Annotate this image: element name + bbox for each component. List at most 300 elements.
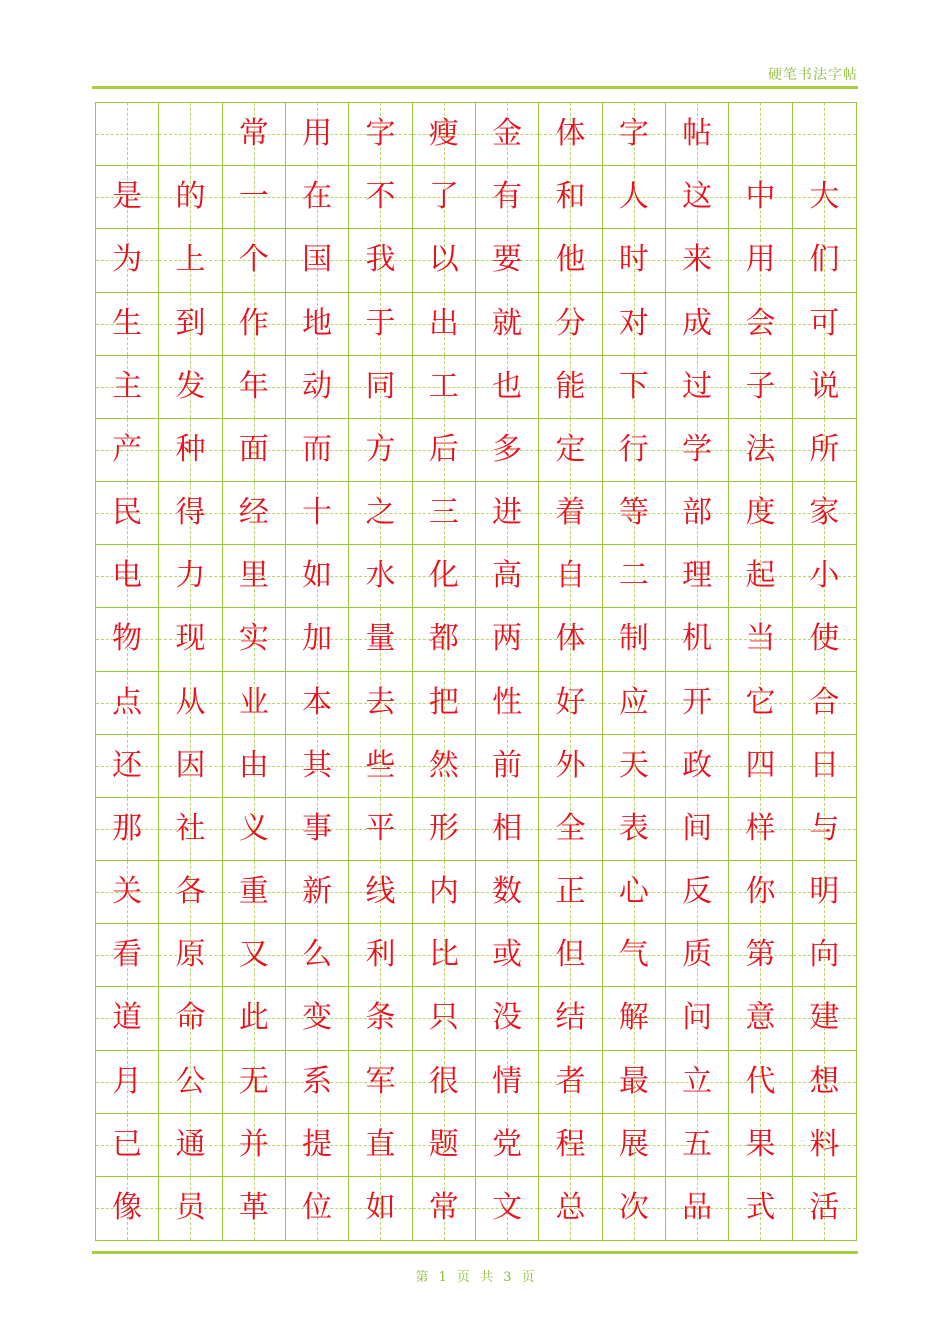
grid-cell xyxy=(286,672,349,735)
practice-character: 所 xyxy=(809,431,840,467)
practice-character: 由 xyxy=(238,747,269,783)
practice-character: 小 xyxy=(809,558,840,594)
grid-cell xyxy=(539,166,602,229)
grid-cell xyxy=(539,419,602,482)
practice-character: 意 xyxy=(745,1000,776,1036)
practice-character: 和 xyxy=(555,179,586,215)
grid-cell xyxy=(793,419,856,482)
practice-character: 民 xyxy=(112,495,143,531)
grid-cell xyxy=(159,987,222,1050)
practice-character: 义 xyxy=(238,810,269,846)
grid-cell xyxy=(793,545,856,608)
grid-cell xyxy=(476,166,539,229)
practice-character: 情 xyxy=(492,1063,523,1099)
practice-character: 直 xyxy=(365,1126,396,1162)
grid-cell xyxy=(729,987,792,1050)
grid-cell xyxy=(666,1114,729,1177)
page-unit: 页 xyxy=(456,1270,470,1285)
practice-character: 它 xyxy=(745,684,776,720)
practice-character: 题 xyxy=(428,1126,459,1162)
practice-character: 公 xyxy=(175,1063,206,1099)
grid-cell xyxy=(286,482,349,545)
grid-cell xyxy=(666,735,729,798)
grid-cell xyxy=(476,229,539,292)
grid-cell xyxy=(539,672,602,735)
grid-cell xyxy=(603,1177,666,1240)
practice-character: 去 xyxy=(365,684,396,720)
practice-character: 主 xyxy=(112,368,143,404)
grid-cell xyxy=(413,1177,476,1240)
practice-character: 像 xyxy=(112,1190,143,1226)
grid-cell xyxy=(539,356,602,419)
grid-cell xyxy=(793,356,856,419)
grid-cell xyxy=(793,482,856,545)
practice-character: 间 xyxy=(682,810,713,846)
practice-character: 种 xyxy=(175,431,206,467)
header-divider xyxy=(92,86,858,89)
practice-character: 业 xyxy=(238,684,269,720)
practice-character: 都 xyxy=(428,621,459,657)
grid-cell xyxy=(729,798,792,861)
grid-cell xyxy=(729,103,792,166)
practice-character: 后 xyxy=(428,431,459,467)
practice-character: 党 xyxy=(492,1126,523,1162)
grid-cell xyxy=(539,1051,602,1114)
grid-cell xyxy=(159,1177,222,1240)
practice-character: 质 xyxy=(682,937,713,973)
grid-cell xyxy=(729,482,792,545)
grid-cell xyxy=(603,987,666,1050)
practice-character: 进 xyxy=(492,495,523,531)
practice-character: 向 xyxy=(809,937,840,973)
practice-character: 本 xyxy=(302,684,333,720)
grid-cell xyxy=(413,419,476,482)
page-indicator xyxy=(0,1266,950,1285)
grid-cell xyxy=(413,1114,476,1177)
practice-character: 不 xyxy=(365,179,396,215)
practice-character: 没 xyxy=(492,1000,523,1036)
practice-character: 如 xyxy=(365,1190,396,1226)
practice-grid xyxy=(95,102,857,1241)
practice-character: 内 xyxy=(428,874,459,910)
grid-cell xyxy=(729,356,792,419)
grid-cell xyxy=(286,1177,349,1240)
grid-cell xyxy=(223,861,286,924)
practice-character: 制 xyxy=(618,621,649,657)
practice-character: 理 xyxy=(682,558,713,594)
grid-cell xyxy=(223,1177,286,1240)
practice-character: 从 xyxy=(175,684,206,720)
grid-cell xyxy=(539,545,602,608)
practice-character: 性 xyxy=(492,684,523,720)
grid-cell xyxy=(96,545,159,608)
practice-character: 道 xyxy=(112,1000,143,1036)
practice-character: 动 xyxy=(302,368,333,404)
grid-cell xyxy=(223,166,286,229)
grid-cell xyxy=(159,1114,222,1177)
practice-character: 年 xyxy=(238,368,269,404)
grid-cell xyxy=(603,166,666,229)
grid-cell xyxy=(476,103,539,166)
grid-cell xyxy=(793,1177,856,1240)
grid-cell xyxy=(223,229,286,292)
grid-cell xyxy=(223,608,286,671)
grid-cell xyxy=(793,735,856,798)
grid-cell xyxy=(666,987,729,1050)
practice-character: 常 xyxy=(238,116,269,152)
grid-cell xyxy=(223,672,286,735)
grid-cell xyxy=(539,798,602,861)
practice-character: 员 xyxy=(175,1190,206,1226)
practice-character: 分 xyxy=(555,305,586,341)
practice-character: 量 xyxy=(365,621,396,657)
practice-character: 条 xyxy=(365,1000,396,1036)
grid-cell xyxy=(793,293,856,356)
practice-character: 然 xyxy=(428,747,459,783)
grid-cell xyxy=(286,924,349,987)
grid-cell xyxy=(603,672,666,735)
grid-cell xyxy=(539,229,602,292)
practice-character: 看 xyxy=(112,937,143,973)
grid-cell xyxy=(729,419,792,482)
grid-cell xyxy=(159,798,222,861)
practice-character: 通 xyxy=(175,1126,206,1162)
grid-cell xyxy=(413,356,476,419)
practice-character: 他 xyxy=(555,242,586,278)
practice-character: 生 xyxy=(112,305,143,341)
practice-character: 子 xyxy=(745,368,776,404)
practice-character: 也 xyxy=(492,368,523,404)
practice-character: 我 xyxy=(365,242,396,278)
practice-character: 想 xyxy=(809,1063,840,1099)
practice-character: 以 xyxy=(428,242,459,278)
practice-character: 为 xyxy=(112,242,143,278)
practice-character: 社 xyxy=(175,810,206,846)
practice-character: 反 xyxy=(682,874,713,910)
practice-character: 体 xyxy=(555,116,586,152)
grid-cell xyxy=(793,1051,856,1114)
practice-character: 事 xyxy=(302,810,333,846)
grid-cell xyxy=(476,482,539,545)
practice-character: 使 xyxy=(809,621,840,657)
practice-character: 现 xyxy=(175,621,206,657)
grid-cell xyxy=(223,545,286,608)
practice-character: 天 xyxy=(618,747,649,783)
grid-cell xyxy=(603,735,666,798)
grid-cell xyxy=(159,356,222,419)
practice-character: 学 xyxy=(682,431,713,467)
practice-character: 或 xyxy=(492,937,523,973)
practice-character: 又 xyxy=(238,937,269,973)
grid-cell xyxy=(539,103,602,166)
grid-cell xyxy=(349,356,412,419)
practice-character: 很 xyxy=(428,1063,459,1099)
practice-character: 时 xyxy=(618,242,649,278)
grid-cell xyxy=(96,103,159,166)
practice-character: 高 xyxy=(492,558,523,594)
practice-character: 式 xyxy=(745,1190,776,1226)
grid-cell xyxy=(793,987,856,1050)
grid-cell xyxy=(666,356,729,419)
grid-cell xyxy=(96,608,159,671)
grid-cell xyxy=(159,861,222,924)
practice-character: 同 xyxy=(365,368,396,404)
practice-character: 可 xyxy=(809,305,840,341)
practice-character: 只 xyxy=(428,1000,459,1036)
grid-cell xyxy=(603,924,666,987)
practice-character: 之 xyxy=(365,495,396,531)
practice-character: 文 xyxy=(492,1190,523,1226)
practice-character: 好 xyxy=(555,684,586,720)
grid-cell xyxy=(223,1114,286,1177)
total-prefix: 共 xyxy=(480,1270,494,1285)
practice-character: 大 xyxy=(809,179,840,215)
practice-character: 体 xyxy=(555,621,586,657)
grid-cell xyxy=(793,924,856,987)
practice-character: 过 xyxy=(682,368,713,404)
grid-cell xyxy=(413,1051,476,1114)
practice-character: 会 xyxy=(745,305,776,341)
grid-cell xyxy=(286,987,349,1050)
practice-character: 瘦 xyxy=(428,116,459,152)
practice-character: 开 xyxy=(682,684,713,720)
grid-cell xyxy=(286,103,349,166)
grid-cell xyxy=(223,293,286,356)
grid-cell xyxy=(349,798,412,861)
practice-character: 们 xyxy=(809,242,840,278)
practice-character: 你 xyxy=(745,874,776,910)
practice-character: 电 xyxy=(112,558,143,594)
practice-character: 最 xyxy=(618,1063,649,1099)
grid-cell xyxy=(286,1114,349,1177)
grid-cell xyxy=(349,419,412,482)
practice-character: 化 xyxy=(428,558,459,594)
grid-cell xyxy=(729,1177,792,1240)
practice-character: 如 xyxy=(302,558,333,594)
practice-character: 二 xyxy=(618,558,649,594)
grid-cell xyxy=(603,103,666,166)
practice-character: 平 xyxy=(365,810,396,846)
practice-character: 常 xyxy=(428,1190,459,1226)
grid-cell xyxy=(96,293,159,356)
practice-character: 得 xyxy=(175,495,206,531)
practice-character: 里 xyxy=(238,558,269,594)
practice-character: 水 xyxy=(365,558,396,594)
grid-cell xyxy=(666,1051,729,1114)
grid-cell xyxy=(729,1051,792,1114)
practice-character: 金 xyxy=(492,116,523,152)
grid-cell xyxy=(603,608,666,671)
practice-character: 明 xyxy=(809,874,840,910)
grid-cell xyxy=(96,1114,159,1177)
grid-cell xyxy=(223,924,286,987)
practice-character: 地 xyxy=(302,305,333,341)
grid-cell xyxy=(476,293,539,356)
grid-cell xyxy=(286,293,349,356)
practice-character: 比 xyxy=(428,937,459,973)
practice-character: 原 xyxy=(175,937,206,973)
practice-character: 字 xyxy=(365,116,396,152)
grid-cell xyxy=(413,987,476,1050)
grid-cell xyxy=(729,672,792,735)
grid-cell xyxy=(349,229,412,292)
practice-character: 程 xyxy=(555,1126,586,1162)
practice-character: 已 xyxy=(112,1126,143,1162)
grid-cell xyxy=(603,545,666,608)
practice-character: 在 xyxy=(302,179,333,215)
practice-character: 而 xyxy=(302,431,333,467)
grid-cell xyxy=(159,166,222,229)
grid-cell xyxy=(286,735,349,798)
grid-cell xyxy=(349,608,412,671)
practice-character: 次 xyxy=(618,1190,649,1226)
practice-character: 解 xyxy=(618,1000,649,1036)
practice-character: 机 xyxy=(682,621,713,657)
grid-cell xyxy=(286,861,349,924)
practice-character: 加 xyxy=(302,621,333,657)
practice-character: 力 xyxy=(175,558,206,594)
practice-character: 心 xyxy=(618,874,649,910)
practice-character: 物 xyxy=(112,621,143,657)
grid-cell xyxy=(349,1177,412,1240)
grid-cell xyxy=(96,229,159,292)
grid-cell xyxy=(286,608,349,671)
grid-cell xyxy=(476,1051,539,1114)
practice-character: 果 xyxy=(745,1126,776,1162)
practice-character: 这 xyxy=(682,179,713,215)
grid-cell xyxy=(666,103,729,166)
grid-cell xyxy=(666,798,729,861)
grid-cell xyxy=(413,735,476,798)
practice-character: 重 xyxy=(238,874,269,910)
grid-cell xyxy=(729,229,792,292)
practice-character: 对 xyxy=(618,305,649,341)
grid-cell xyxy=(539,608,602,671)
grid-cell xyxy=(159,1051,222,1114)
practice-character: 部 xyxy=(682,495,713,531)
grid-cell xyxy=(349,1114,412,1177)
practice-character: 者 xyxy=(555,1063,586,1099)
document-title: 硬笔书法字帖 xyxy=(768,67,858,83)
grid-cell xyxy=(96,735,159,798)
grid-cell xyxy=(539,1177,602,1240)
grid-cell xyxy=(539,861,602,924)
practice-character: 三 xyxy=(428,495,459,531)
grid-cell xyxy=(286,229,349,292)
practice-character: 变 xyxy=(302,1000,333,1036)
practice-character: 政 xyxy=(682,747,713,783)
grid-cell xyxy=(349,545,412,608)
grid-cell xyxy=(729,166,792,229)
practice-character: 数 xyxy=(492,874,523,910)
practice-character: 些 xyxy=(365,747,396,783)
practice-character: 把 xyxy=(428,684,459,720)
practice-character: 个 xyxy=(238,242,269,278)
grid-cell xyxy=(349,987,412,1050)
grid-cell xyxy=(603,356,666,419)
grid-cell xyxy=(476,861,539,924)
grid-cell xyxy=(349,166,412,229)
practice-character: 实 xyxy=(238,621,269,657)
grid-cell xyxy=(159,419,222,482)
practice-character: 系 xyxy=(302,1063,333,1099)
grid-cell xyxy=(666,293,729,356)
practice-character: 气 xyxy=(618,937,649,973)
grid-cell xyxy=(413,166,476,229)
practice-character: 能 xyxy=(555,368,586,404)
practice-character: 表 xyxy=(618,810,649,846)
practice-character: 还 xyxy=(112,747,143,783)
grid-cell xyxy=(539,1114,602,1177)
grid-cell xyxy=(666,545,729,608)
practice-character: 十 xyxy=(302,495,333,531)
grid-cell xyxy=(603,798,666,861)
practice-character: 活 xyxy=(809,1190,840,1226)
practice-character: 作 xyxy=(238,305,269,341)
grid-cell xyxy=(666,482,729,545)
grid-cell xyxy=(476,924,539,987)
grid-cell xyxy=(223,103,286,166)
grid-cell xyxy=(539,735,602,798)
grid-cell xyxy=(96,166,159,229)
grid-cell xyxy=(349,861,412,924)
practice-character: 立 xyxy=(682,1063,713,1099)
practice-character: 下 xyxy=(618,368,649,404)
practice-character: 用 xyxy=(745,242,776,278)
practice-character: 线 xyxy=(365,874,396,910)
practice-character: 上 xyxy=(175,242,206,278)
practice-character: 等 xyxy=(618,495,649,531)
grid-cell xyxy=(476,419,539,482)
grid-cell xyxy=(476,735,539,798)
practice-character: 总 xyxy=(555,1190,586,1226)
practice-character: 帖 xyxy=(682,116,713,152)
grid-cell xyxy=(413,798,476,861)
practice-character: 五 xyxy=(682,1126,713,1162)
grid-cell xyxy=(413,229,476,292)
practice-character: 工 xyxy=(428,368,459,404)
grid-cell xyxy=(349,735,412,798)
practice-character: 一 xyxy=(238,179,269,215)
practice-character: 到 xyxy=(175,305,206,341)
practice-character: 出 xyxy=(428,305,459,341)
practice-character: 要 xyxy=(492,242,523,278)
grid-cell xyxy=(96,419,159,482)
practice-character: 当 xyxy=(745,621,776,657)
practice-character: 成 xyxy=(682,305,713,341)
grid-cell xyxy=(603,1114,666,1177)
practice-character: 用 xyxy=(302,116,333,152)
grid-cell xyxy=(476,608,539,671)
grid-cell xyxy=(349,293,412,356)
grid-cell xyxy=(223,482,286,545)
practice-character: 行 xyxy=(618,431,649,467)
grid-cell xyxy=(159,229,222,292)
practice-character: 自 xyxy=(555,558,586,594)
total-pages: 3 xyxy=(503,1270,512,1285)
grid-cell xyxy=(666,608,729,671)
grid-cell xyxy=(159,545,222,608)
grid-cell xyxy=(413,672,476,735)
practice-character: 形 xyxy=(428,810,459,846)
grid-cell xyxy=(223,1051,286,1114)
practice-character: 利 xyxy=(365,937,396,973)
practice-character: 是 xyxy=(112,179,143,215)
practice-character: 两 xyxy=(492,621,523,657)
grid-cell xyxy=(413,482,476,545)
grid-cell xyxy=(413,924,476,987)
practice-character: 提 xyxy=(302,1126,333,1162)
